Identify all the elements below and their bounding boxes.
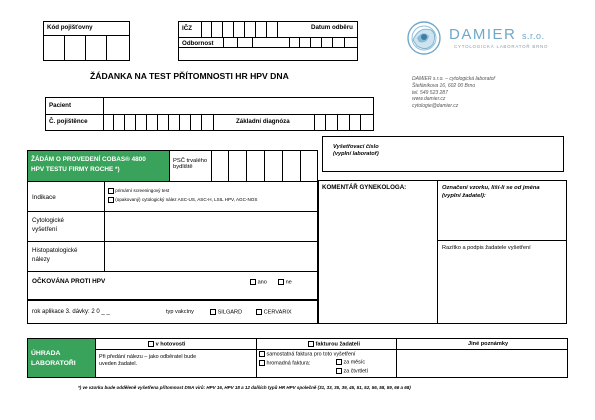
lab-number-box[interactable] bbox=[322, 136, 564, 172]
address-line-1: DAMIER s.r.o. – cytologická laboratoř bbox=[412, 76, 496, 82]
histopathology-label-line-2: nálezy bbox=[32, 255, 50, 263]
histopathology-label bbox=[32, 247, 77, 264]
lab-number-sub: (vyplní laboratoř) bbox=[333, 151, 379, 158]
indication-option-2-checkbox[interactable] bbox=[108, 197, 114, 203]
vaccinated-label: OČKOVÁNA PROTI HPV bbox=[32, 278, 106, 285]
insured-number-input[interactable] bbox=[103, 114, 213, 130]
damier-logo-icon bbox=[405, 20, 443, 56]
order-section bbox=[27, 150, 318, 300]
bulk-quarterly-checkbox[interactable] bbox=[336, 368, 342, 374]
cytology-label-line-2: vyšetření bbox=[32, 225, 58, 233]
patient-box bbox=[45, 97, 374, 131]
cytology-input[interactable] bbox=[105, 212, 317, 240]
bulk-invoice bbox=[259, 360, 310, 367]
patient-name-input[interactable] bbox=[104, 98, 373, 114]
histopathology-label-line-1: Histopatologické bbox=[32, 247, 78, 254]
stamp-signature-label: Razítko a podpis žadatele vyšetření bbox=[442, 245, 531, 251]
order-title-line-1: ŽÁDÁM O PROVEDENÍ COBAS® 4800 bbox=[31, 156, 146, 163]
vaccinated-yes-checkbox[interactable] bbox=[250, 279, 256, 285]
pay-cash-checkbox[interactable] bbox=[148, 341, 154, 347]
pay-invoice-label: fakturou žadateli bbox=[315, 341, 361, 348]
sample-marking-sub: (vyplní žadatel): bbox=[442, 192, 486, 199]
sample-marking-label: Označení vzorku, liší-li se od jména bbox=[442, 185, 540, 191]
order-title bbox=[28, 151, 169, 181]
bulk-quarterly-label: za čtvrtletí bbox=[343, 368, 369, 375]
lab-address bbox=[412, 76, 495, 110]
postal-code-input[interactable] bbox=[211, 151, 301, 181]
pay-cash[interactable] bbox=[148, 341, 185, 348]
icz-label: IČZ bbox=[182, 25, 192, 32]
sample-marking-box[interactable] bbox=[437, 180, 567, 241]
vaccine-cervarix[interactable] bbox=[256, 309, 292, 316]
vaccine-silgard[interactable] bbox=[210, 309, 242, 316]
logo-suffix: s.r.o. bbox=[522, 31, 545, 41]
footnote: *) ve vzorku bude odděleně vyšetřena přítomnost DNA virů: HPV 16, HPV 18 a 12 dalších typů HR HPV společně (31, 33, 35, 39, 45, 51, 52, 56, 58, 59, 66 a 68) bbox=[78, 385, 411, 390]
order-title-line-2: HPV TESTU FIRMY ROCHE *) bbox=[31, 165, 120, 173]
address-line-2: Štefánikova 16, 602 00 Brno bbox=[412, 82, 476, 89]
bulk-quarterly[interactable] bbox=[336, 368, 368, 375]
patient-label: Pacient bbox=[49, 102, 72, 109]
address-line-3: tel. 549 523 287 bbox=[412, 89, 448, 96]
postal-code-label bbox=[173, 158, 207, 170]
icz-box bbox=[178, 21, 358, 61]
address-line-4: www.damier.cz bbox=[412, 96, 446, 103]
third-dose-year-label[interactable]: rok aplikace 3. dávky: 2 0 _ _ bbox=[32, 309, 110, 315]
cytology-label bbox=[32, 217, 64, 234]
other-notes-label: Jiné poznámky bbox=[468, 341, 509, 347]
cash-description-line-2: uveden žadatel. bbox=[99, 361, 138, 368]
separate-invoice[interactable] bbox=[259, 351, 356, 358]
payment-label bbox=[28, 339, 95, 377]
icz-input[interactable] bbox=[201, 22, 289, 37]
gynecologist-comment-box[interactable] bbox=[318, 180, 438, 324]
vaccinated-no-label: ne bbox=[285, 279, 292, 286]
bulk-invoice-checkbox[interactable] bbox=[259, 360, 265, 366]
vaccinated-no-checkbox[interactable] bbox=[278, 279, 284, 285]
indication-label: Indikace bbox=[32, 194, 56, 201]
bulk-invoice-label: hromadná faktura: bbox=[266, 360, 311, 367]
pay-cash-label: v hotovosti bbox=[155, 341, 186, 348]
other-notes-input[interactable] bbox=[397, 350, 567, 377]
indication-option-1-checkbox[interactable] bbox=[108, 188, 114, 194]
address-line-5: cytologie@damier.cz bbox=[412, 103, 459, 109]
histopathology-input[interactable] bbox=[105, 242, 317, 270]
vaccinated-yes[interactable] bbox=[250, 279, 267, 286]
sample-date-label: Datum odběru bbox=[311, 24, 353, 31]
pay-invoice-checkbox[interactable] bbox=[308, 341, 314, 347]
cash-description-line-1: Při předání nálezu – jako odběratel bude bbox=[99, 354, 197, 360]
vaccinated-yes-label: ano bbox=[257, 279, 267, 286]
bulk-monthly-label: za měsíc bbox=[343, 359, 366, 366]
vaccine-type-label: typ vakcíny bbox=[166, 309, 194, 315]
indication-option-1-label: primární screeningový test bbox=[115, 188, 170, 194]
specialty-input[interactable] bbox=[223, 37, 268, 47]
logo-name: DAMIER bbox=[449, 26, 517, 43]
payment-label-line-1: ÚHRADA bbox=[31, 350, 61, 357]
separate-invoice-checkbox[interactable] bbox=[259, 351, 265, 357]
indication-option-2[interactable] bbox=[108, 197, 257, 203]
payment-label-line-2: LABORATOŘI bbox=[31, 359, 76, 367]
indication-option-2-label: (opakovaný) cytologický nález ASC-US, ASC-H, LSIL HPV, AGC-NOS bbox=[115, 197, 258, 203]
insurance-code-label: Kód pojišťovny bbox=[47, 24, 93, 31]
vaccine-silgard-label: SILGARD bbox=[217, 309, 243, 316]
payment-section bbox=[27, 338, 568, 378]
postal-code-label-line-1: PSČ trvalého bbox=[173, 158, 208, 164]
diagnosis-label: Základní diagnóza bbox=[236, 118, 290, 125]
lab-number-label: Vyšetřovací číslo bbox=[333, 144, 379, 150]
gynecologist-comment-label: KOMENTÁŘ GYNEKOLOGA: bbox=[322, 184, 407, 191]
insurance-code-input[interactable] bbox=[44, 35, 129, 60]
cash-description bbox=[99, 354, 196, 369]
bulk-monthly[interactable] bbox=[336, 359, 365, 366]
insured-number-label: Č. pojištěnce bbox=[49, 118, 88, 125]
damier-logo bbox=[405, 18, 580, 58]
logo-tagline: CYTOLOGICKÁ LABORATOŘ BRNO bbox=[454, 44, 549, 49]
diagnosis-input[interactable] bbox=[314, 114, 373, 130]
separate-invoice-label: samostatná faktura pro toto vyšetření bbox=[266, 351, 356, 358]
cytology-label-line-1: Cytologické bbox=[32, 217, 64, 224]
vaccine-cervarix-label: CERVARIX bbox=[263, 309, 292, 316]
insurance-code-box bbox=[43, 21, 130, 61]
stamp-signature-box[interactable] bbox=[437, 240, 567, 324]
postal-code-label-line-2: bydliště bbox=[173, 164, 193, 171]
sample-date-input[interactable] bbox=[289, 37, 357, 47]
vaccine-silgard-checkbox[interactable] bbox=[210, 309, 216, 315]
vaccination-details-box bbox=[27, 300, 318, 324]
bulk-monthly-checkbox[interactable] bbox=[336, 359, 342, 365]
vaccine-cervarix-checkbox[interactable] bbox=[256, 309, 262, 315]
vaccinated-no[interactable] bbox=[278, 279, 292, 286]
indication-option-1[interactable] bbox=[108, 188, 169, 194]
form-title: ŽÁDANKA NA TEST PŘÍTOMNOSTI HR HPV DNA bbox=[90, 71, 289, 81]
specialty-label: Odbornost bbox=[182, 40, 214, 47]
pay-invoice[interactable] bbox=[308, 341, 360, 348]
